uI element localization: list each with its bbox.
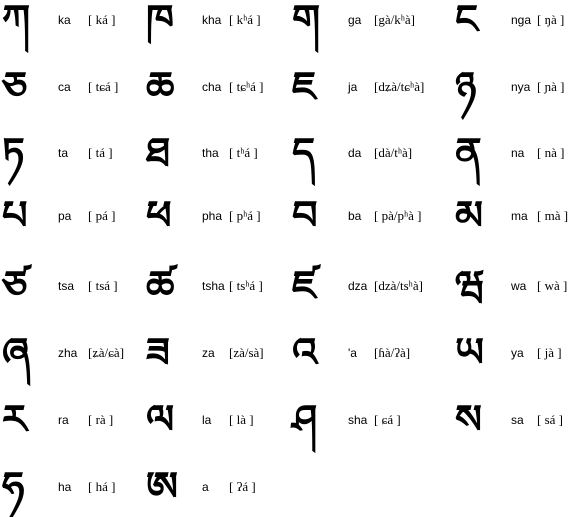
tibetan-letter: ཧ	[2, 463, 25, 510]
transliteration: tsa	[58, 279, 75, 293]
tibetan-letter: ན	[455, 129, 482, 176]
transliteration: ya	[511, 346, 524, 360]
ipa-pronunciation: [dzà/tsʰà]	[374, 278, 423, 293]
ipa-pronunciation: [ tɕá ]	[88, 79, 119, 94]
letter-cell	[292, 186, 432, 246]
tibetan-letter: ང	[455, 0, 479, 43]
ipa-pronunciation: [ wà ]	[537, 278, 568, 293]
ipa-pronunciation: [zà/sà]	[229, 345, 264, 360]
letter-cell	[292, 57, 432, 117]
letter-cell	[2, 57, 142, 117]
transliteration: tsha	[202, 279, 225, 293]
letter-cell	[146, 123, 286, 183]
letter-cell	[2, 123, 142, 183]
transliteration: da	[348, 146, 362, 160]
tibetan-letter: པ	[2, 192, 28, 239]
tibetan-letter: ཀ	[2, 0, 31, 43]
ipa-pronunciation: [ ɕá ]	[374, 412, 401, 427]
letter-cell	[2, 0, 142, 50]
ipa-pronunciation: [ là ]	[229, 412, 254, 427]
transliteration: sha	[348, 413, 368, 427]
letter-cell	[292, 256, 432, 316]
ipa-pronunciation: [ há ]	[88, 479, 116, 494]
tibetan-letter: ཇ	[292, 63, 317, 110]
tibetan-letter: ཤ	[292, 396, 318, 443]
tibetan-letter: ག	[292, 0, 321, 43]
ipa-pronunciation: [ rà ]	[88, 412, 114, 427]
ipa-pronunciation: [ tɕʰá ]	[229, 79, 264, 94]
letter-cell	[292, 0, 432, 50]
letter-cell	[455, 123, 573, 183]
tibetan-letter: ལ	[146, 396, 175, 443]
tibetan-letter: ཚ	[146, 262, 175, 309]
letter-cell	[146, 0, 286, 50]
letter-cell	[455, 323, 573, 383]
letter-cell	[455, 390, 573, 450]
transliteration: na	[511, 146, 525, 160]
ipa-pronunciation: [ɦà/ʔà]	[374, 345, 411, 360]
tibetan-letter: ཕ	[146, 192, 172, 239]
ipa-pronunciation: [ jà ]	[537, 345, 562, 360]
transliteration: ta	[58, 146, 69, 160]
letter-cell	[146, 186, 286, 246]
letter-cell	[146, 457, 286, 517]
tibetan-letter: ཡ	[455, 329, 484, 376]
letter-cell	[146, 57, 286, 117]
letter-cell	[455, 0, 573, 50]
tibetan-letter: ཁ	[146, 0, 174, 43]
ipa-pronunciation: [ tá ]	[88, 145, 113, 160]
transliteration: kha	[202, 13, 222, 27]
transliteration: ca	[58, 80, 71, 94]
ipa-pronunciation: [ tʰá ]	[229, 145, 258, 160]
ipa-pronunciation: [dà/tʰà]	[374, 145, 413, 160]
transliteration: pa	[58, 209, 72, 223]
transliteration: ba	[348, 209, 362, 223]
transliteration: la	[202, 413, 212, 427]
ipa-pronunciation: [ pá ]	[88, 208, 116, 223]
transliteration: wa	[511, 279, 527, 293]
letter-cell	[2, 323, 142, 383]
ipa-pronunciation: [gà/kʰà]	[374, 12, 415, 27]
letter-cell	[292, 323, 432, 383]
transliteration: pha	[202, 209, 223, 223]
tibetan-letter: བ	[292, 192, 318, 239]
transliteration: cha	[202, 80, 222, 94]
ipa-pronunciation: [ ɲà ]	[537, 79, 565, 94]
letter-cell	[146, 256, 286, 316]
ipa-pronunciation: [ nà ]	[537, 145, 565, 160]
transliteration: a	[202, 480, 209, 494]
ipa-pronunciation: [ pà/pʰà ]	[374, 208, 422, 223]
ipa-pronunciation: [ ʔá ]	[229, 479, 256, 494]
letter-cell	[146, 323, 286, 383]
ipa-pronunciation: [ʑà/ɕà]	[88, 345, 125, 360]
letter-cell	[455, 256, 573, 316]
ipa-pronunciation: [ tsʰá ]	[229, 278, 263, 293]
letter-cell	[2, 256, 142, 316]
ipa-pronunciation: [ tsá ]	[88, 278, 118, 293]
transliteration: nga	[511, 13, 532, 27]
transliteration: za	[202, 346, 215, 360]
transliteration: ka	[58, 13, 71, 27]
transliteration: ja	[348, 80, 358, 94]
transliteration: sa	[511, 413, 524, 427]
letter-cell	[2, 457, 142, 517]
tibetan-letter: འ	[292, 329, 318, 376]
transliteration: dza	[348, 279, 368, 293]
ipa-pronunciation: [ pʰá ]	[229, 208, 261, 223]
letter-cell	[2, 390, 142, 450]
tibetan-letter: ཙ	[2, 262, 28, 309]
tibetan-letter: ཛ	[292, 262, 317, 309]
tibetan-letter: ཝ	[455, 262, 485, 309]
ipa-pronunciation: [ ká ]	[88, 12, 116, 27]
tibetan-letter: ཟ	[146, 329, 170, 376]
transliteration: nya	[511, 80, 531, 94]
tibetan-letter: ཨ	[146, 463, 179, 510]
tibetan-letter: ས	[455, 396, 482, 443]
transliteration: 'a	[348, 346, 357, 360]
ipa-pronunciation: [ sá ]	[537, 412, 563, 427]
tibetan-letter: ཏ	[2, 129, 25, 176]
transliteration: ha	[58, 480, 72, 494]
transliteration: ra	[58, 413, 69, 427]
tibetan-letter: ཉ	[455, 63, 477, 110]
letter-cell	[2, 186, 142, 246]
ipa-pronunciation: [ kʰá ]	[229, 12, 261, 27]
tibetan-letter: ད	[292, 129, 316, 176]
tibetan-letter: ར	[2, 396, 27, 443]
tibetan-letter: ཐ	[146, 129, 171, 176]
letter-cell	[146, 390, 286, 450]
ipa-pronunciation: [ ŋà ]	[537, 12, 565, 27]
letter-cell	[292, 123, 432, 183]
ipa-pronunciation: [dʑà/tɕʰà]	[374, 79, 425, 94]
tibetan-letter: ཞ	[2, 329, 30, 376]
transliteration: zha	[58, 346, 78, 360]
transliteration: tha	[202, 146, 219, 160]
tibetan-letter: མ	[455, 192, 484, 239]
transliteration: ga	[348, 13, 362, 27]
letter-cell	[455, 186, 573, 246]
tibetan-letter: ཆ	[146, 63, 175, 110]
tibetan-letter: ཅ	[2, 63, 28, 110]
letter-cell	[455, 57, 573, 117]
letter-cell	[292, 390, 432, 450]
ipa-pronunciation: [ mà ]	[537, 208, 569, 223]
transliteration: ma	[511, 209, 528, 223]
